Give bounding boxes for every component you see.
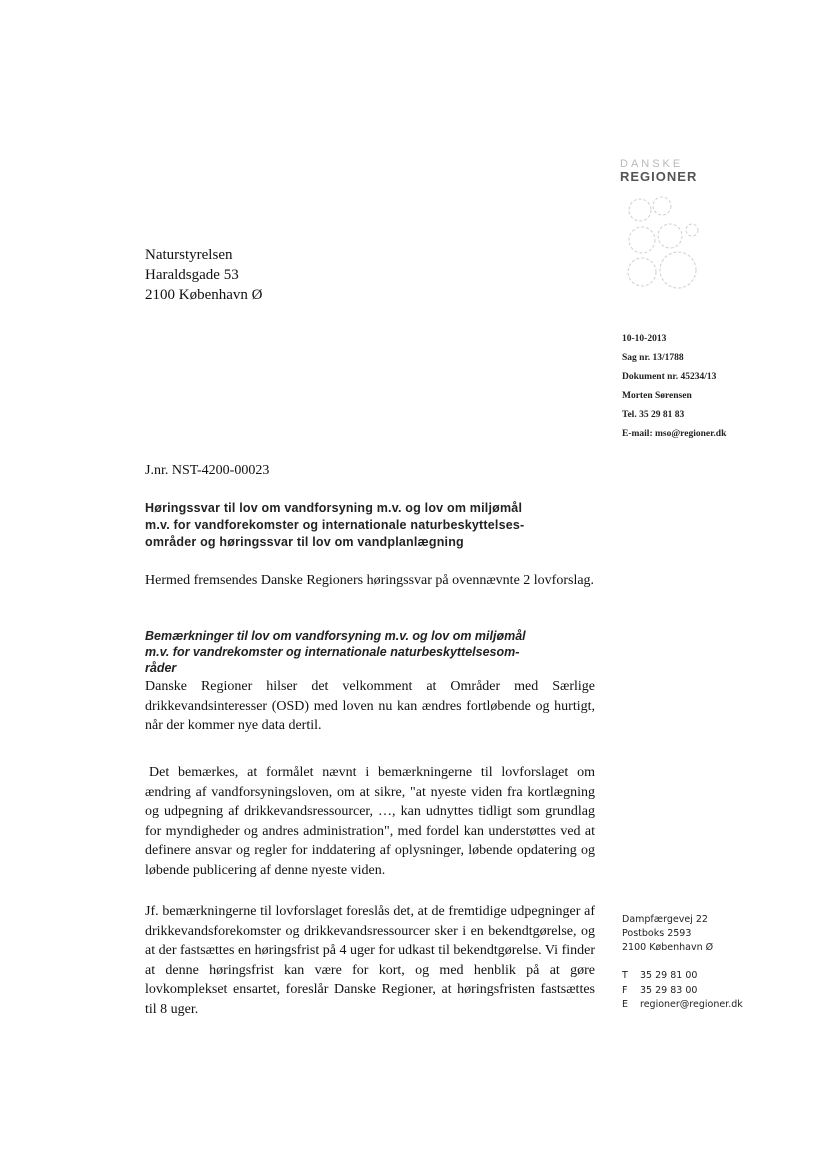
- danske-regioner-logo: [620, 158, 730, 295]
- fax-value: 35 29 83 00: [640, 984, 698, 996]
- subheading-line: Bemærkninger til lov om vandforsyning m.v. og lov om miljømål: [145, 629, 526, 643]
- logo-top-text: DANSKE: [620, 158, 684, 170]
- heading-line: m.v. for vandforekomster og internationale naturbeskyttelses-: [145, 518, 525, 532]
- sender-street: Dampfærgevej 22: [622, 914, 708, 925]
- subheading-line: råder: [145, 661, 177, 675]
- sender-city: 2100 København Ø: [622, 942, 714, 953]
- fax-key: F: [622, 984, 628, 996]
- email-value: regioner@regioner.dk: [640, 999, 743, 1010]
- sender-contact: [622, 969, 743, 1013]
- heading-line: Høringssvar til lov om vandforsyning m.v. og lov om miljømål: [145, 501, 523, 515]
- recipient-address: [145, 245, 262, 305]
- letter-heading: [145, 500, 595, 551]
- contact-person: Morten Sørensen: [622, 391, 692, 401]
- intro-paragraph: Hermed fremsendes Danske Regioners høringssvar på ovennævnte 2 lovforslag.: [145, 573, 595, 588]
- logo-circles-icon: [620, 190, 700, 290]
- recipient-city: 2100 København Ø: [145, 287, 263, 303]
- phone-value: 35 29 81 00: [640, 970, 698, 981]
- phone-row: [622, 969, 743, 984]
- letter-date: 10-10-2013: [622, 334, 667, 344]
- sender-box: Postboks 2593: [622, 928, 692, 939]
- case-number: Sag nr. 13/1788: [622, 353, 684, 363]
- contact-phone: Tel. 35 29 81 83: [622, 410, 685, 420]
- document-number: Dokument nr. 45234/13: [622, 372, 717, 382]
- body-paragraph-3: Jf. bemærkningerne til lovforslaget foreslås det, at de fremtidige udpegninger af drikkevandsforekomster og drikkevandsressourcer sker i en bekendtgørelse, og at der fastsættes en høringsfrist på 4 uger for udkast til bekendtgørelse. Vi finder at denne høringsfrist kan være for kort, og med henblik på at gøre lovkomplekset ensartet, foreslår Danske Regioner, at høringsfristen fastsættes til 8 uger.: [145, 904, 595, 1017]
- subheading-line: m.v. for vandrekomster og internationale naturbeskyttelsesom-: [145, 645, 520, 659]
- sender-address: [622, 913, 713, 955]
- recipient-street: Haraldsgade 53: [145, 267, 239, 283]
- section-subheading: [145, 628, 595, 676]
- body-paragraph-2: Det bemærkes, at formålet nævnt i bemærkningerne til lovforslaget om ændring af vandforsyningsloven, om at sikre, "at nyeste viden fra kortlægning og udpegning af drikkevandsressourcer, …, kan udnyttes tidligt som grundlag for myndigheder og andres administration", med fordel kan understøttes ved at definere ansvar og regler for inddatering af oplysninger, løbende opdatering og løbende publicering af denne nyeste viden.: [145, 765, 595, 878]
- email-key: E: [622, 999, 629, 1010]
- journal-number: J.nr. NST-4200-00023: [145, 463, 270, 478]
- email-row: [622, 998, 743, 1013]
- letter-meta: [622, 330, 726, 444]
- contact-email: E-mail: mso@regioner.dk: [622, 429, 727, 439]
- body-paragraph-1: Danske Regioner hilser det velkomment at Områder med Særlige drikkevandsinteresser (OSD) med loven nu kan ændres fortløbende og hurtigt, når der kommer nye data dertil.: [145, 679, 595, 733]
- phone-key: T: [622, 970, 628, 981]
- recipient-name: Naturstyrelsen: [145, 247, 233, 263]
- fax-row: [622, 984, 743, 999]
- heading-line: områder og høringssvar til lov om vandplanlægning: [145, 535, 464, 549]
- logo-main-text: REGIONER: [620, 169, 698, 184]
